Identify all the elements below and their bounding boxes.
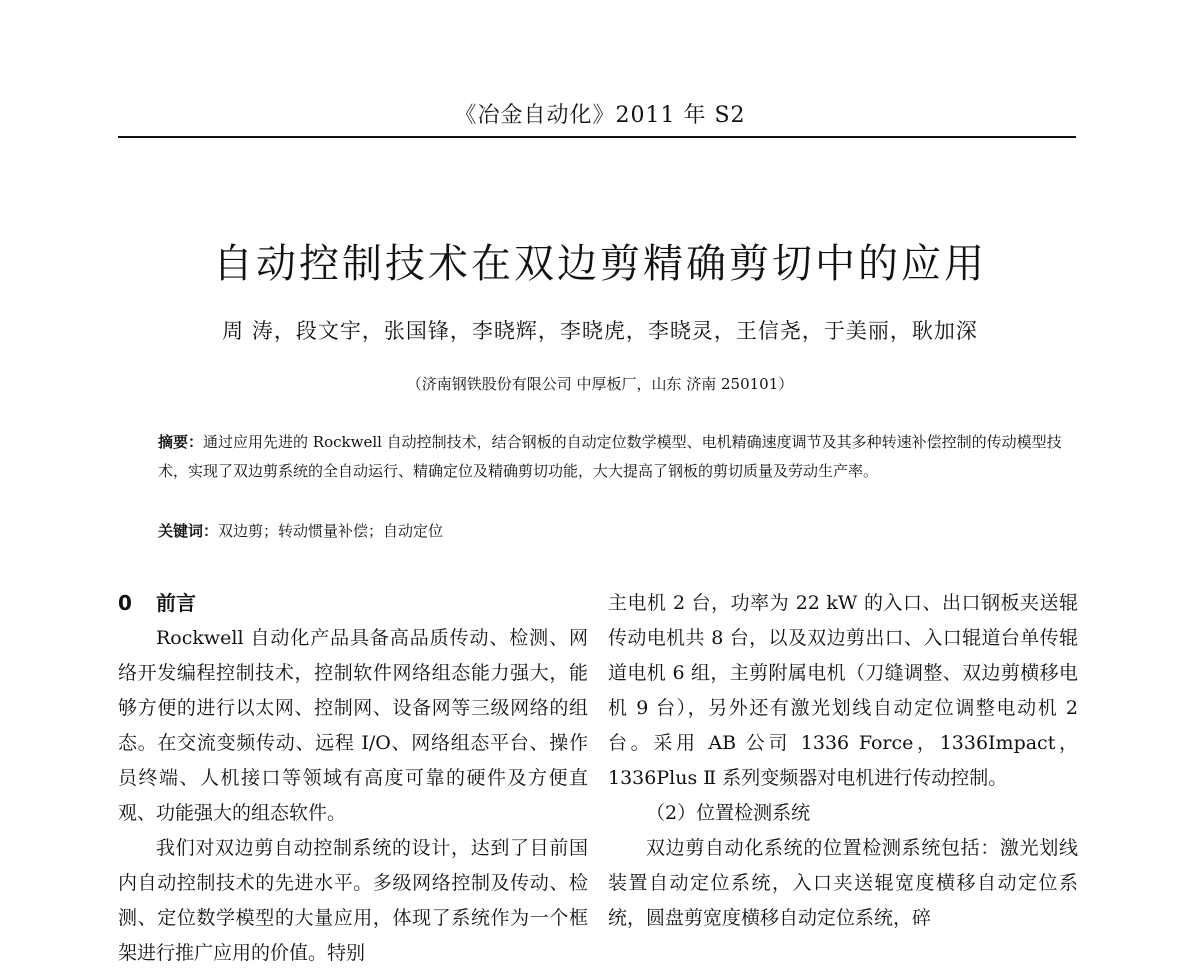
abstract <box>158 428 1078 486</box>
left-column <box>118 586 588 971</box>
section-title: 前言 <box>156 591 196 615</box>
keywords <box>158 517 1078 546</box>
author-list: 周 涛，段文宇，张国锋，李晓辉，李晓虎，李晓灵，王信尧，于美丽，耿加深 <box>222 319 978 343</box>
paper-title: 自动控制技术在双边剪精确剪切中的应用 <box>213 241 987 287</box>
abstract-text: 通过应用先进的 Rockwell 自动控制技术，结合钢板的自动定位数学模型、电机精确速度调节及其多种转速补偿控制的传动模型技术，实现了双边剪系统的全自动运行、精确定位及精确剪切功能，大大提高了钢板的剪切质量及劳动生产率。 <box>158 433 1062 480</box>
keywords-text: 双边剪；转动惯量补偿；自动定位 <box>218 522 444 540</box>
abstract-label: 摘要： <box>158 433 204 451</box>
motor-paragraph: 主电机 2 台，功率为 22 kW 的入口、出口钢板夹送辊传动电机共 8 台，以及双边剪出口、入口辊道台单传辊道电机 6 组，主剪附属电机（刀缝调整、双边剪横移电机 9 台），另外还有激光划线自动定位调整电动机 2 台。采用 AB 公司 1336 Force，1336Impact，1336Plus Ⅱ 系列变频器对电机进行传动控制。 <box>608 592 1078 789</box>
intro-paragraph-1: Rockwell 自动化产品具备高品质传动、检测、网络开发编程控制技术，控制软件网络组态能力强大，能够方便的进行以太网、控制网、设备网等三级网络的组态。在交流变频传动、远程 I/O、网络组态平台、操作员终端、人机接口等领域有高度可靠的硬件及方便直观、功能强大的组态软件。 <box>118 627 588 824</box>
affiliation: （济南钢铁股份有限公司 中厚板厂，山东 济南 250101） <box>406 375 794 393</box>
section-number: 0 <box>118 591 132 615</box>
position-detection-paragraph: 双边剪自动化系统的位置检测系统包括：激光划线装置自动定位系统，入口夹送辊宽度横移自动定位系统，圆盘剪宽度横移自动定位系统，碎 <box>608 837 1078 929</box>
subsection-heading: （2）位置检测系统 <box>646 802 811 824</box>
journal-header: 《冶金自动化》2011 年 S2 <box>454 103 746 128</box>
header-rule <box>118 136 1076 138</box>
keywords-label: 关键词： <box>158 522 219 540</box>
section-heading <box>118 586 588 621</box>
intro-paragraph-2: 我们对双边剪自动控制系统的设计，达到了目前国内自动控制技术的先进水平。多级网络控制及传动、检测、定位数学模型的大量应用，体现了系统作为一个框架进行推广应用的价值。特别 <box>118 837 588 964</box>
right-column <box>608 586 1078 936</box>
